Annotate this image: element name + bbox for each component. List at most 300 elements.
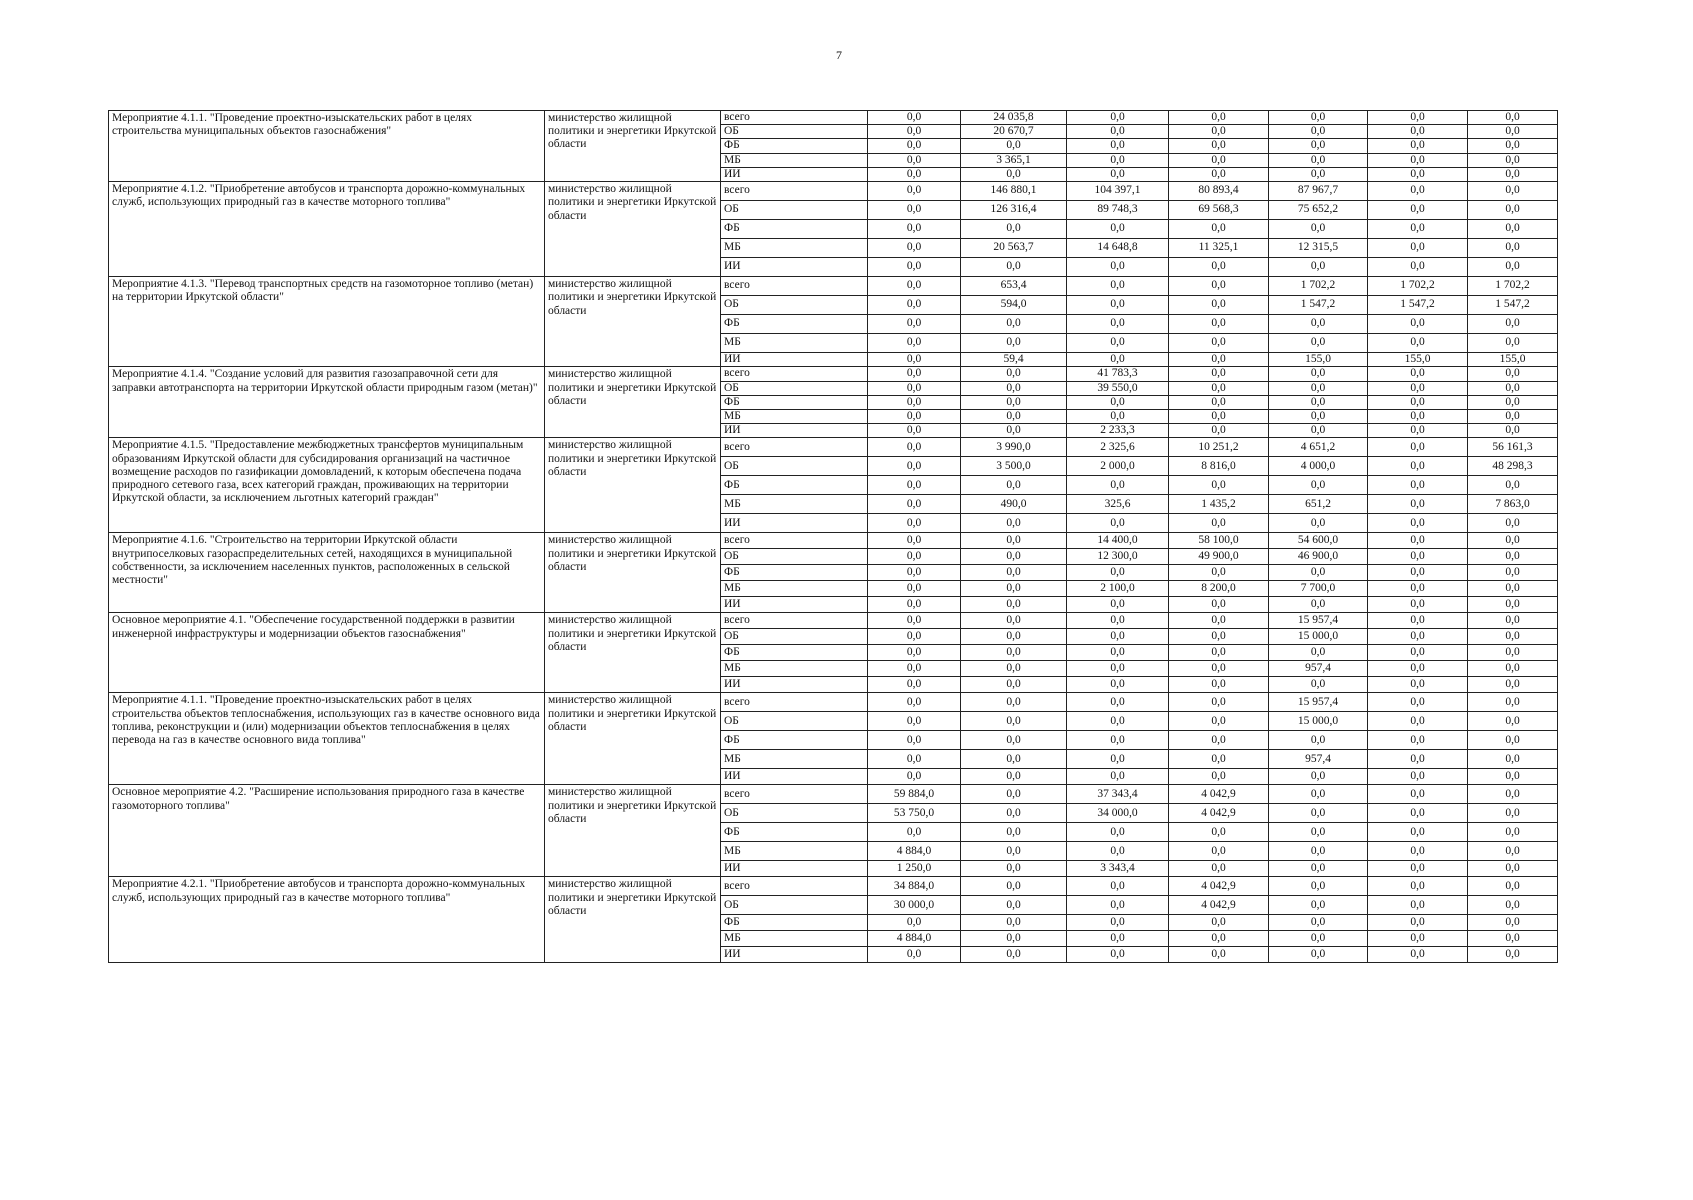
funding-source: ИИ: [721, 514, 868, 533]
amount-cell: 0,0: [1468, 167, 1558, 181]
amount-cell: 39 550,0: [1067, 381, 1169, 395]
amount-cell: 957,4: [1269, 661, 1368, 677]
funding-source: МБ: [721, 153, 868, 167]
amount-cell: 0,0: [1468, 915, 1558, 931]
amount-cell: 325,6: [1067, 495, 1169, 514]
amount-cell: 0,0: [1368, 125, 1468, 139]
amount-cell: 0,0: [1269, 111, 1368, 125]
funding-source: ОБ: [721, 125, 868, 139]
funding-source: ИИ: [721, 424, 868, 438]
amount-cell: 0,0: [1269, 915, 1368, 931]
table-body: [109, 111, 1558, 963]
amount-cell: 0,0: [1368, 111, 1468, 125]
funding-source: ОБ: [721, 629, 868, 645]
amount-cell: 0,0: [1067, 823, 1169, 842]
amount-cell: 0,0: [1468, 111, 1558, 125]
amount-cell: 0,0: [868, 731, 961, 750]
amount-cell: 0,0: [1368, 861, 1468, 877]
amount-cell: 1 435,2: [1169, 495, 1269, 514]
funding-source: всего: [721, 277, 868, 296]
amount-cell: 0,0: [1368, 613, 1468, 629]
amount-cell: 0,0: [1169, 597, 1269, 613]
amount-cell: 0,0: [1269, 931, 1368, 947]
table-row: [109, 438, 1558, 457]
funding-source: ОБ: [721, 549, 868, 565]
amount-cell: 58 100,0: [1169, 533, 1269, 549]
amount-cell: 0,0: [1468, 613, 1558, 629]
amount-cell: 0,0: [1468, 239, 1558, 258]
amount-cell: 0,0: [961, 661, 1067, 677]
amount-cell: 0,0: [1269, 409, 1368, 423]
amount-cell: 7 700,0: [1269, 581, 1368, 597]
amount-cell: 12 315,5: [1269, 239, 1368, 258]
amount-cell: 0,0: [1067, 750, 1169, 769]
amount-cell: 24 035,8: [961, 111, 1067, 125]
amount-cell: 34 000,0: [1067, 804, 1169, 823]
amount-cell: 20 670,7: [961, 125, 1067, 139]
amount-cell: 0,0: [1067, 296, 1169, 315]
amount-cell: 0,0: [1269, 769, 1368, 785]
amount-cell: 0,0: [1368, 597, 1468, 613]
amount-cell: 0,0: [1468, 334, 1558, 353]
amount-cell: 1 702,2: [1269, 277, 1368, 296]
amount-cell: 0,0: [868, 438, 961, 457]
amount-cell: 1 547,2: [1368, 296, 1468, 315]
amount-cell: 0,0: [961, 381, 1067, 395]
amount-cell: 651,2: [1269, 495, 1368, 514]
amount-cell: 0,0: [961, 677, 1067, 693]
amount-cell: 0,0: [1269, 804, 1368, 823]
funding-source: ОБ: [721, 712, 868, 731]
amount-cell: 0,0: [868, 353, 961, 367]
funding-source: МБ: [721, 409, 868, 423]
activity-name: Мероприятие 4.1.2. "Приобретение автобусов и транспорта дорожно-коммунальных служб, использующих природный газ в качестве моторного топлива": [109, 182, 545, 277]
amount-cell: 0,0: [1067, 915, 1169, 931]
amount-cell: 146 880,1: [961, 182, 1067, 201]
amount-cell: 0,0: [1067, 712, 1169, 731]
amount-cell: 0,0: [1169, 220, 1269, 239]
amount-cell: 0,0: [1169, 947, 1269, 963]
amount-cell: 0,0: [1368, 167, 1468, 181]
amount-cell: 0,0: [1468, 139, 1558, 153]
funding-source: всего: [721, 111, 868, 125]
amount-cell: 37 343,4: [1067, 785, 1169, 804]
amount-cell: 0,0: [868, 823, 961, 842]
amount-cell: 0,0: [961, 424, 1067, 438]
amount-cell: 653,4: [961, 277, 1067, 296]
amount-cell: 0,0: [868, 495, 961, 514]
amount-cell: 0,0: [1368, 731, 1468, 750]
amount-cell: 0,0: [1468, 645, 1558, 661]
amount-cell: 0,0: [1269, 381, 1368, 395]
amount-cell: 0,0: [1169, 353, 1269, 367]
amount-cell: 15 957,4: [1269, 693, 1368, 712]
amount-cell: 0,0: [1468, 153, 1558, 167]
amount-cell: 0,0: [1468, 731, 1558, 750]
amount-cell: 87 967,7: [1269, 182, 1368, 201]
amount-cell: 0,0: [868, 125, 961, 139]
amount-cell: 0,0: [1368, 877, 1468, 896]
amount-cell: 0,0: [1368, 661, 1468, 677]
amount-cell: 0,0: [961, 395, 1067, 409]
funding-source: ФБ: [721, 731, 868, 750]
amount-cell: 0,0: [961, 785, 1067, 804]
table-row: [109, 367, 1558, 381]
executor: министерство жилищной политики и энергетики Иркутской области: [545, 785, 721, 877]
amount-cell: 0,0: [1169, 915, 1269, 931]
amount-cell: 0,0: [961, 915, 1067, 931]
funding-source: ИИ: [721, 353, 868, 367]
amount-cell: 0,0: [1269, 785, 1368, 804]
amount-cell: 0,0: [1468, 409, 1558, 423]
amount-cell: 2 325,6: [1067, 438, 1169, 457]
amount-cell: 59 884,0: [868, 785, 961, 804]
amount-cell: 49 900,0: [1169, 549, 1269, 565]
amount-cell: 0,0: [868, 947, 961, 963]
amount-cell: 0,0: [1067, 613, 1169, 629]
amount-cell: 0,0: [1067, 896, 1169, 915]
amount-cell: 0,0: [1368, 334, 1468, 353]
amount-cell: 0,0: [1368, 533, 1468, 549]
funding-source: ФБ: [721, 395, 868, 409]
amount-cell: 0,0: [1067, 315, 1169, 334]
funding-source: ИИ: [721, 861, 868, 877]
amount-cell: 0,0: [1169, 861, 1269, 877]
funding-source: всего: [721, 785, 868, 804]
amount-cell: 0,0: [1269, 395, 1368, 409]
amount-cell: 0,0: [1169, 139, 1269, 153]
amount-cell: 0,0: [868, 597, 961, 613]
executor: министерство жилищной политики и энергетики Иркутской области: [545, 111, 721, 182]
amount-cell: 0,0: [1468, 712, 1558, 731]
amount-cell: 0,0: [1067, 769, 1169, 785]
amount-cell: 1 702,2: [1368, 277, 1468, 296]
funding-source: МБ: [721, 581, 868, 597]
amount-cell: 0,0: [1468, 201, 1558, 220]
amount-cell: 0,0: [1368, 495, 1468, 514]
amount-cell: 3 990,0: [961, 438, 1067, 457]
amount-cell: 0,0: [1368, 645, 1468, 661]
amount-cell: 0,0: [868, 395, 961, 409]
amount-cell: 0,0: [961, 613, 1067, 629]
amount-cell: 0,0: [1269, 597, 1368, 613]
executor: министерство жилищной политики и энергетики Иркутской области: [545, 877, 721, 963]
amount-cell: 0,0: [868, 549, 961, 565]
amount-cell: 0,0: [868, 334, 961, 353]
amount-cell: 0,0: [1067, 139, 1169, 153]
funding-source: ОБ: [721, 896, 868, 915]
amount-cell: 0,0: [961, 139, 1067, 153]
funding-source: всего: [721, 613, 868, 629]
amount-cell: 0,0: [1468, 823, 1558, 842]
amount-cell: 0,0: [1169, 111, 1269, 125]
amount-cell: 0,0: [1368, 823, 1468, 842]
amount-cell: 0,0: [868, 565, 961, 581]
amount-cell: 0,0: [961, 581, 1067, 597]
funding-source: ОБ: [721, 804, 868, 823]
amount-cell: 0,0: [961, 823, 1067, 842]
amount-cell: 0,0: [1368, 220, 1468, 239]
amount-cell: 48 298,3: [1468, 457, 1558, 476]
amount-cell: 0,0: [1067, 693, 1169, 712]
amount-cell: 0,0: [868, 712, 961, 731]
amount-cell: 0,0: [1468, 947, 1558, 963]
amount-cell: 0,0: [1067, 947, 1169, 963]
amount-cell: 0,0: [961, 167, 1067, 181]
amount-cell: 0,0: [1269, 334, 1368, 353]
executor: министерство жилищной политики и энергетики Иркутской области: [545, 277, 721, 367]
amount-cell: 0,0: [961, 896, 1067, 915]
amount-cell: 0,0: [961, 315, 1067, 334]
amount-cell: 0,0: [1468, 533, 1558, 549]
funding-source: ИИ: [721, 597, 868, 613]
amount-cell: 0,0: [1368, 693, 1468, 712]
amount-cell: 0,0: [961, 804, 1067, 823]
amount-cell: 0,0: [961, 769, 1067, 785]
amount-cell: 8 816,0: [1169, 457, 1269, 476]
amount-cell: 0,0: [1269, 947, 1368, 963]
amount-cell: 0,0: [1269, 842, 1368, 861]
amount-cell: 0,0: [961, 712, 1067, 731]
amount-cell: 0,0: [1169, 823, 1269, 842]
table-row: [109, 182, 1558, 201]
amount-cell: 12 300,0: [1067, 549, 1169, 565]
amount-cell: 0,0: [961, 334, 1067, 353]
amount-cell: 10 251,2: [1169, 438, 1269, 457]
amount-cell: 0,0: [1169, 334, 1269, 353]
funding-source: всего: [721, 877, 868, 896]
amount-cell: 14 400,0: [1067, 533, 1169, 549]
amount-cell: 0,0: [868, 167, 961, 181]
amount-cell: 0,0: [868, 629, 961, 645]
budget-table-container: [108, 110, 1557, 963]
amount-cell: 0,0: [1368, 239, 1468, 258]
amount-cell: 0,0: [1067, 842, 1169, 861]
amount-cell: 56 161,3: [1468, 438, 1558, 457]
funding-source: ФБ: [721, 645, 868, 661]
funding-source: ИИ: [721, 769, 868, 785]
amount-cell: 0,0: [1169, 677, 1269, 693]
amount-cell: 0,0: [1368, 750, 1468, 769]
amount-cell: 0,0: [1468, 565, 1558, 581]
amount-cell: 0,0: [1468, 769, 1558, 785]
amount-cell: 0,0: [868, 220, 961, 239]
amount-cell: 0,0: [1468, 931, 1558, 947]
amount-cell: 0,0: [868, 645, 961, 661]
amount-cell: 0,0: [1368, 549, 1468, 565]
amount-cell: 59,4: [961, 353, 1067, 367]
amount-cell: 0,0: [1468, 514, 1558, 533]
amount-cell: 0,0: [1468, 476, 1558, 495]
amount-cell: 0,0: [1067, 476, 1169, 495]
amount-cell: 0,0: [1368, 381, 1468, 395]
table-row: [109, 111, 1558, 125]
amount-cell: 0,0: [961, 533, 1067, 549]
amount-cell: 0,0: [1468, 220, 1558, 239]
amount-cell: 0,0: [868, 533, 961, 549]
amount-cell: 54 600,0: [1269, 533, 1368, 549]
amount-cell: 0,0: [1067, 125, 1169, 139]
amount-cell: 0,0: [1468, 804, 1558, 823]
amount-cell: 0,0: [1368, 785, 1468, 804]
amount-cell: 0,0: [1468, 750, 1558, 769]
amount-cell: 0,0: [961, 842, 1067, 861]
funding-source: ФБ: [721, 565, 868, 581]
amount-cell: 0,0: [961, 409, 1067, 423]
funding-source: ИИ: [721, 258, 868, 277]
amount-cell: 0,0: [1269, 139, 1368, 153]
amount-cell: 0,0: [1468, 629, 1558, 645]
amount-cell: 0,0: [1269, 565, 1368, 581]
activity-name: Мероприятие 4.1.6. "Строительство на территории Иркутской области внутрипоселковых газораспределительных сетей, находящихся в муниципальной собственности, за исключением населенных пунктов, расположенных в сельской местности": [109, 533, 545, 613]
amount-cell: 0,0: [1169, 613, 1269, 629]
executor: министерство жилищной политики и энергетики Иркутской области: [545, 533, 721, 613]
amount-cell: 0,0: [868, 111, 961, 125]
amount-cell: 0,0: [1269, 315, 1368, 334]
amount-cell: 14 648,8: [1067, 239, 1169, 258]
amount-cell: 0,0: [868, 581, 961, 597]
amount-cell: 0,0: [1067, 731, 1169, 750]
amount-cell: 0,0: [1368, 201, 1468, 220]
amount-cell: 0,0: [1169, 367, 1269, 381]
amount-cell: 0,0: [961, 731, 1067, 750]
executor: министерство жилищной политики и энергетики Иркутской области: [545, 182, 721, 277]
amount-cell: 0,0: [1169, 842, 1269, 861]
amount-cell: 1 547,2: [1468, 296, 1558, 315]
funding-source: ОБ: [721, 457, 868, 476]
table-row: [109, 785, 1558, 804]
funding-source: МБ: [721, 842, 868, 861]
amount-cell: 104 397,1: [1067, 182, 1169, 201]
amount-cell: 490,0: [961, 495, 1067, 514]
amount-cell: 89 748,3: [1067, 201, 1169, 220]
amount-cell: 0,0: [1169, 712, 1269, 731]
funding-source: ИИ: [721, 167, 868, 181]
amount-cell: 0,0: [1368, 315, 1468, 334]
amount-cell: 0,0: [1169, 258, 1269, 277]
amount-cell: 0,0: [1368, 931, 1468, 947]
amount-cell: 1 250,0: [868, 861, 961, 877]
amount-cell: 0,0: [1368, 769, 1468, 785]
amount-cell: 0,0: [868, 153, 961, 167]
amount-cell: 0,0: [1067, 258, 1169, 277]
activity-name: Мероприятие 4.2.1. "Приобретение автобусов и транспорта дорожно-коммунальных служб, использующих природный газ в качестве моторного топлива": [109, 877, 545, 963]
amount-cell: 0,0: [1169, 476, 1269, 495]
amount-cell: 0,0: [1067, 153, 1169, 167]
amount-cell: 0,0: [1468, 381, 1558, 395]
amount-cell: 15 000,0: [1269, 629, 1368, 645]
amount-cell: 3 500,0: [961, 457, 1067, 476]
funding-source: ФБ: [721, 823, 868, 842]
amount-cell: 0,0: [868, 677, 961, 693]
amount-cell: 0,0: [1269, 367, 1368, 381]
table-row: [109, 693, 1558, 712]
amount-cell: 0,0: [868, 258, 961, 277]
amount-cell: 41 783,3: [1067, 367, 1169, 381]
amount-cell: 0,0: [1468, 424, 1558, 438]
amount-cell: 0,0: [961, 931, 1067, 947]
amount-cell: 0,0: [1368, 409, 1468, 423]
funding-source: ФБ: [721, 220, 868, 239]
amount-cell: 0,0: [1269, 514, 1368, 533]
amount-cell: 4 042,9: [1169, 877, 1269, 896]
amount-cell: 0,0: [1169, 315, 1269, 334]
amount-cell: 0,0: [868, 693, 961, 712]
table-row: [109, 613, 1558, 629]
executor: министерство жилищной политики и энергетики Иркутской области: [545, 613, 721, 693]
amount-cell: 4 000,0: [1269, 457, 1368, 476]
amount-cell: 0,0: [1368, 804, 1468, 823]
amount-cell: 0,0: [1067, 220, 1169, 239]
amount-cell: 0,0: [1368, 139, 1468, 153]
amount-cell: 0,0: [1067, 334, 1169, 353]
amount-cell: 0,0: [961, 220, 1067, 239]
amount-cell: 1 547,2: [1269, 296, 1368, 315]
activity-name: Мероприятие 4.1.3. "Перевод транспортных средств на газомоторное топливо (метан) на территории Иркутской области": [109, 277, 545, 367]
funding-source: ФБ: [721, 315, 868, 334]
amount-cell: 0,0: [1368, 947, 1468, 963]
amount-cell: 1 702,2: [1468, 277, 1558, 296]
amount-cell: 0,0: [868, 476, 961, 495]
amount-cell: 30 000,0: [868, 896, 961, 915]
amount-cell: 0,0: [1269, 861, 1368, 877]
amount-cell: 0,0: [1269, 877, 1368, 896]
amount-cell: 0,0: [868, 182, 961, 201]
amount-cell: 0,0: [1368, 457, 1468, 476]
amount-cell: 0,0: [1169, 125, 1269, 139]
amount-cell: 0,0: [1067, 277, 1169, 296]
funding-source: ФБ: [721, 915, 868, 931]
amount-cell: 0,0: [1368, 896, 1468, 915]
amount-cell: 0,0: [868, 613, 961, 629]
amount-cell: 0,0: [868, 201, 961, 220]
amount-cell: 0,0: [868, 367, 961, 381]
activity-name: Мероприятие 4.1.1. "Проведение проектно-изыскательских работ в целях строительства муниципальных объектов газоснабжения": [109, 111, 545, 182]
amount-cell: 15 957,4: [1269, 613, 1368, 629]
amount-cell: 0,0: [961, 476, 1067, 495]
amount-cell: 0,0: [868, 315, 961, 334]
executor: министерство жилищной политики и энергетики Иркутской области: [545, 693, 721, 785]
funding-source: всего: [721, 693, 868, 712]
amount-cell: 0,0: [1468, 661, 1558, 677]
amount-cell: 126 316,4: [961, 201, 1067, 220]
amount-cell: 0,0: [961, 597, 1067, 613]
amount-cell: 0,0: [1169, 167, 1269, 181]
amount-cell: 0,0: [1368, 581, 1468, 597]
amount-cell: 0,0: [1468, 125, 1558, 139]
amount-cell: 0,0: [1368, 367, 1468, 381]
amount-cell: 0,0: [1269, 153, 1368, 167]
amount-cell: 0,0: [1169, 750, 1269, 769]
amount-cell: 0,0: [1368, 514, 1468, 533]
amount-cell: 0,0: [1067, 597, 1169, 613]
amount-cell: 0,0: [1169, 277, 1269, 296]
activity-name: Мероприятие 4.1.4. "Создание условий для развития газозаправочной сети для заправки автотранспорта на территории Иркутской области природным газом (метан)": [109, 367, 545, 438]
amount-cell: 0,0: [1468, 877, 1558, 896]
amount-cell: 0,0: [868, 424, 961, 438]
amount-cell: 0,0: [1368, 565, 1468, 581]
amount-cell: 0,0: [1368, 629, 1468, 645]
activity-name: Основное мероприятие 4.2. "Расширение использования природного газа в качестве газомоторного топлива": [109, 785, 545, 877]
amount-cell: 0,0: [1067, 661, 1169, 677]
amount-cell: 0,0: [1368, 476, 1468, 495]
amount-cell: 8 200,0: [1169, 581, 1269, 597]
amount-cell: 0,0: [1067, 409, 1169, 423]
amount-cell: 0,0: [1468, 182, 1558, 201]
amount-cell: 0,0: [1067, 645, 1169, 661]
amount-cell: 0,0: [961, 861, 1067, 877]
amount-cell: 2 100,0: [1067, 581, 1169, 597]
